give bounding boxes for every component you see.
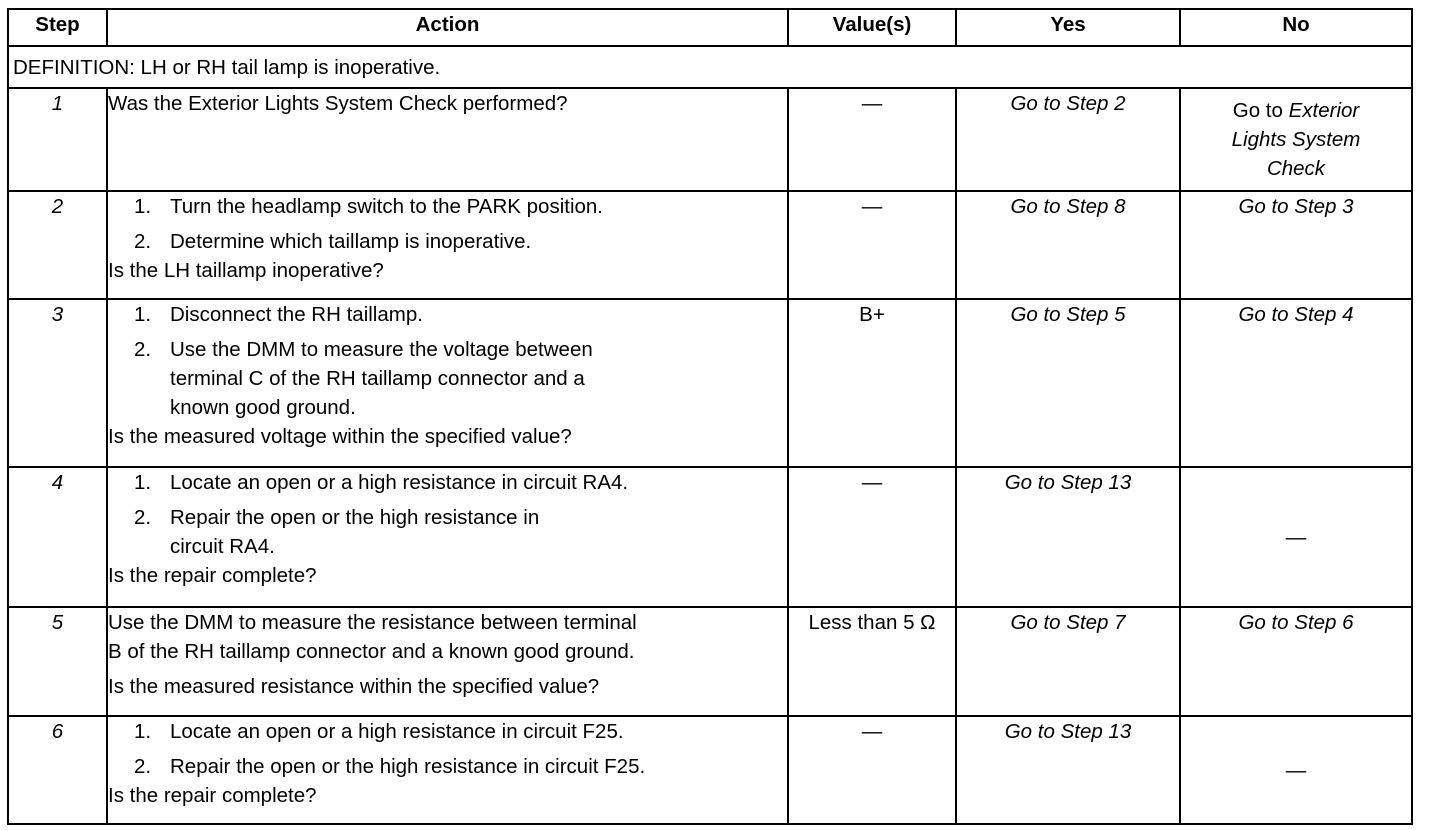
- no-cell: Go to Step 6: [1180, 607, 1412, 716]
- action-item: 1. Locate an open or a high resistance in circuit RA4.: [134, 471, 629, 494]
- action-item: 1. Locate an open or a high resistance in circuit F25.: [134, 720, 624, 743]
- yes-cell: Go to Step 8: [956, 191, 1180, 299]
- value-cell: —: [788, 191, 956, 299]
- no-cell: [1180, 88, 1412, 191]
- action-item: 2. Repair the open or the high resistance in circuit F25.: [134, 755, 646, 778]
- table-row: [8, 607, 1412, 716]
- value-cell: Less than 5 Ω: [788, 607, 956, 716]
- value-cell: —: [788, 88, 956, 191]
- table-row: [8, 88, 1412, 191]
- value-cell: —: [788, 716, 956, 824]
- action-cell: [107, 716, 788, 824]
- value-cell: B+: [788, 299, 956, 467]
- diagnostic-table: [7, 8, 1413, 825]
- step-number: 1: [8, 88, 107, 191]
- no-prefix: Go to: [1232, 99, 1283, 122]
- action-text: Use the DMM to measure the resistance between terminal: [108, 611, 637, 634]
- yes-cell: Go to Step 2: [956, 88, 1180, 191]
- table-row: [8, 191, 1412, 299]
- step-number: 5: [8, 607, 107, 716]
- table-row: [8, 299, 1412, 467]
- header-yes: Yes: [956, 9, 1180, 46]
- step-number: 4: [8, 467, 107, 607]
- header-step: Step: [8, 9, 107, 46]
- table-row: [8, 467, 1412, 607]
- action-item: 1. Turn the headlamp switch to the PARK position.: [134, 195, 604, 218]
- header-action: Action: [107, 9, 788, 46]
- action-item: 1. Disconnect the RH taillamp.: [134, 303, 423, 326]
- action-question: Is the LH taillamp inoperative?: [108, 259, 384, 282]
- action-question: Is the repair complete?: [108, 784, 317, 807]
- yes-cell: Go to Step 7: [956, 607, 1180, 716]
- action-text: B of the RH taillamp connector and a known good ground.: [108, 640, 635, 663]
- no-cell: Go to Step 4: [1180, 299, 1412, 467]
- no-link-text: Lights System: [1231, 128, 1361, 151]
- action-question: Is the measured resistance within the specified value?: [108, 675, 600, 698]
- definition-text: DEFINITION: LH or RH tail lamp is inoperative.: [8, 46, 1412, 88]
- action-cell: [107, 299, 788, 467]
- action-cell: [107, 607, 788, 716]
- header-values: Value(s): [788, 9, 956, 46]
- action-cell: [107, 191, 788, 299]
- action-cell: [107, 88, 788, 191]
- header-row: [8, 9, 1412, 46]
- no-cell: —: [1180, 467, 1412, 607]
- yes-cell: Go to Step 13: [956, 716, 1180, 824]
- table-row: [8, 716, 1412, 824]
- no-cell: —: [1180, 716, 1412, 824]
- action-item: 2. Determine which taillamp is inoperative.: [134, 230, 532, 253]
- step-number: 6: [8, 716, 107, 824]
- yes-cell: Go to Step 13: [956, 467, 1180, 607]
- value-cell: —: [788, 467, 956, 607]
- definition-row: [8, 46, 1412, 88]
- yes-cell: Go to Step 5: [956, 299, 1180, 467]
- action-question: Is the repair complete?: [108, 564, 317, 587]
- no-link-text: Exterior: [1288, 99, 1360, 122]
- action-question: Was the Exterior Lights System Check performed?: [108, 92, 568, 115]
- no-link-text: Check: [1266, 157, 1326, 180]
- header-no: No: [1180, 9, 1412, 46]
- action-cell: [107, 467, 788, 607]
- step-number: 2: [8, 191, 107, 299]
- action-question: Is the measured voltage within the specified value?: [108, 425, 572, 448]
- action-item: 2. Use the DMM to measure the voltage between terminal C of the RH taillamp connector and a known good ground.: [134, 338, 593, 419]
- no-cell: Go to Step 3: [1180, 191, 1412, 299]
- action-item: 2. Repair the open or the high resistance in circuit RA4.: [134, 506, 540, 558]
- step-number: 3: [8, 299, 107, 467]
